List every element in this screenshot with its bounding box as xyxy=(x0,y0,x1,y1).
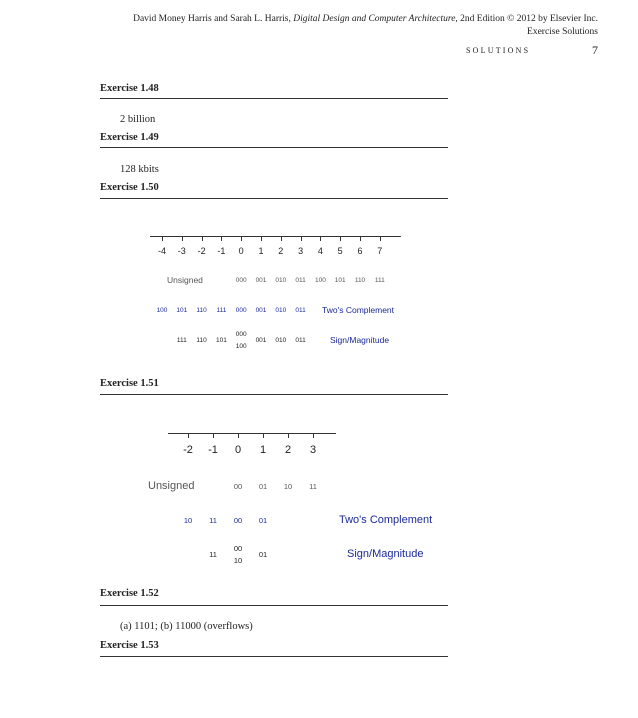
unsigned-code: 100 xyxy=(314,277,326,284)
twos-complement-code: 111 xyxy=(216,307,227,314)
unsigned-row-label: Unsigned xyxy=(148,480,195,492)
sign-magnitude-code: 001 xyxy=(255,337,267,344)
twos-complement-code: 11 xyxy=(209,516,217,525)
twos-complement-code: 001 xyxy=(255,307,267,314)
sign-magnitude-zero-code: 100 xyxy=(235,343,247,350)
unsigned-code: 10 xyxy=(283,482,293,491)
twos-complement-code: 011 xyxy=(295,307,306,314)
axis-tick-label: 1 xyxy=(258,246,264,256)
twos-complement-code: 110 xyxy=(196,307,207,314)
sign-magnitude-code: 111 xyxy=(176,337,187,344)
axis-tick-label: -2 xyxy=(197,246,206,256)
exercise-title: Exercise 1.49 xyxy=(100,132,159,143)
sign-magnitude-zero-code: 10 xyxy=(233,556,243,565)
number-line-axis xyxy=(168,433,336,434)
unsigned-code: 00 xyxy=(233,482,243,491)
axis-tick-label: 3 xyxy=(309,444,317,456)
twos-complement-row-label: Two's Complement xyxy=(339,514,433,526)
axis-tick xyxy=(263,433,264,438)
exercise-title: Exercise 1.51 xyxy=(100,378,159,389)
divider xyxy=(100,656,448,657)
header-edition: 2nd Edition © 2012 by Elsevier Inc. xyxy=(460,14,598,24)
axis-tick-label: 5 xyxy=(337,246,343,256)
axis-tick-label: 3 xyxy=(298,246,304,256)
twos-complement-code: 010 xyxy=(275,307,287,314)
twos-complement-code: 01 xyxy=(258,516,268,525)
sign-magnitude-code: 110 xyxy=(196,337,207,344)
exercise-answer: 2 billion xyxy=(120,114,156,125)
twos-complement-row-label: Two's Complement xyxy=(322,305,395,315)
exercise-title: Exercise 1.50 xyxy=(100,182,159,193)
unsigned-code: 01 xyxy=(258,482,268,491)
axis-tick-label: 7 xyxy=(377,246,383,256)
sign-magnitude-row-label: Sign/Magnitude xyxy=(330,335,390,345)
unsigned-code: 010 xyxy=(275,277,287,284)
twos-complement-code: 000 xyxy=(235,307,247,314)
sign-magnitude-zero-code: 00 xyxy=(233,544,243,553)
sign-magnitude-code: 010 xyxy=(275,337,287,344)
axis-tick-label: -3 xyxy=(177,246,186,256)
exercise-answer: (a) 1101; (b) 11000 (overflows) xyxy=(120,621,253,632)
exercise-title: Exercise 1.53 xyxy=(100,640,159,651)
twos-complement-code: 10 xyxy=(183,516,193,525)
axis-tick-label: -4 xyxy=(157,246,167,256)
axis-tick-label: 2 xyxy=(284,444,292,456)
header-book-title: Digital Design and Computer Architecture, xyxy=(293,14,458,24)
unsigned-code: 101 xyxy=(334,277,346,284)
twos-complement-code: 101 xyxy=(176,307,188,314)
unsigned-code: 011 xyxy=(295,277,306,284)
unsigned-code: 000 xyxy=(235,277,247,284)
sign-magnitude-zero-code: 000 xyxy=(235,331,247,338)
header-subtitle: Exercise Solutions xyxy=(527,27,598,37)
axis-tick xyxy=(313,433,314,438)
divider xyxy=(100,605,448,606)
axis-tick xyxy=(288,433,289,438)
twos-complement-code: 100 xyxy=(156,307,168,314)
sign-magnitude-code: 11 xyxy=(209,550,217,559)
header-authors: David Money Harris and Sarah L. Harris, xyxy=(133,14,291,24)
axis-tick-label: -1 xyxy=(217,246,226,256)
unsigned-row-label: Unsigned xyxy=(167,275,203,285)
unsigned-code: 11 xyxy=(309,482,317,491)
unsigned-code: 111 xyxy=(374,277,385,284)
axis-tick-label: 6 xyxy=(357,246,363,256)
unsigned-code: 001 xyxy=(255,277,267,284)
sign-magnitude-code: 01 xyxy=(258,550,268,559)
sign-magnitude-code: 101 xyxy=(215,337,227,344)
axis-tick-label: 2 xyxy=(278,246,284,256)
exercise-title: Exercise 1.52 xyxy=(100,588,159,599)
axis-tick-label: 1 xyxy=(259,444,267,456)
axis-tick xyxy=(238,433,239,438)
sign-magnitude-row-label: Sign/Magnitude xyxy=(347,548,424,560)
section-label: SOLUTIONS xyxy=(466,46,531,55)
axis-tick-label: -2 xyxy=(183,444,193,456)
axis-tick-label: 0 xyxy=(238,246,244,256)
axis-tick xyxy=(213,433,214,438)
axis-tick-label: 0 xyxy=(234,444,242,456)
axis-tick-label: 4 xyxy=(317,246,323,256)
unsigned-code: 110 xyxy=(354,277,366,284)
page-number: 7 xyxy=(592,43,598,57)
twos-complement-code: 00 xyxy=(233,516,243,525)
sign-magnitude-code: 011 xyxy=(295,337,306,344)
axis-tick-label: -1 xyxy=(208,444,218,456)
axis-tick xyxy=(188,433,189,438)
exercise-title: Exercise 1.48 xyxy=(100,83,159,94)
exercise-answer: 128 kbits xyxy=(120,164,159,175)
